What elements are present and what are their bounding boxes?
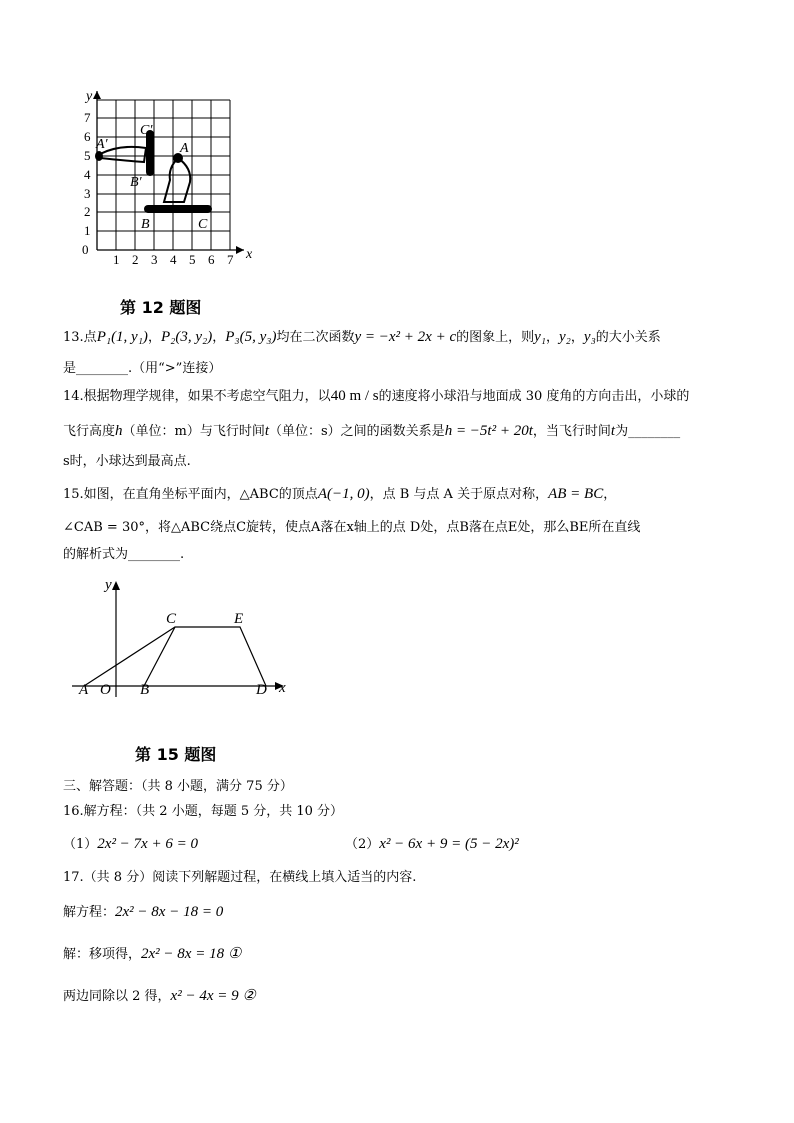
y-tick: 1	[84, 223, 91, 238]
figure-15	[72, 575, 302, 705]
y-tick: 3	[84, 186, 91, 201]
q13-y2: y₂	[559, 329, 571, 345]
point-label-c: C	[166, 611, 177, 627]
y-tick: 5	[84, 148, 91, 163]
x-axis-label: x	[279, 680, 286, 696]
q15-point-a: A(−1, 0)	[317, 486, 370, 502]
q13-text: ，	[546, 330, 560, 345]
x-tick: 3	[151, 252, 158, 267]
q17-step-2-equation: x² − 4x = 9 ②	[170, 988, 256, 1004]
point-label-b: B	[141, 217, 150, 232]
x-tick: 6	[208, 252, 215, 267]
figure-12	[78, 88, 268, 268]
question-17-equation	[63, 903, 223, 922]
x-tick: 7	[227, 252, 234, 267]
q15-equation: AB = BC	[548, 486, 604, 502]
figure-12-caption: 第 12 题图	[120, 298, 202, 317]
q15-text: ，点 B 与点 A 关于原点对称，	[369, 487, 549, 502]
point-label-a-prime: A′	[96, 137, 108, 152]
q13-function: y = −x² + 2x + c	[354, 329, 457, 345]
point-label-e: E	[234, 611, 244, 627]
question-15-line-1	[63, 485, 616, 504]
point-label-d: D	[256, 682, 267, 698]
q16-part-label: （2）	[345, 837, 380, 852]
question-13-line-2: 是________.（用“>”连接）	[63, 361, 222, 376]
question-14-line-3: s时，小球达到最高点.	[63, 454, 191, 469]
question-14-line-1	[63, 387, 689, 406]
x-tick: 5	[189, 252, 196, 267]
point-label-b-prime: B′	[130, 175, 142, 190]
q15-text: 15.如图，在直角坐标平面内，△ABC的顶点	[63, 487, 318, 502]
q17-step-1-equation: 2x² − 8x = 18 ①	[141, 946, 242, 962]
q14-text: 飞行高度	[63, 424, 116, 439]
q13-text: 的图象上，则	[456, 330, 535, 345]
question-15-line-3: 的解析式为________.	[63, 547, 185, 562]
q17-text: 两边同除以 2 得，	[63, 989, 171, 1004]
figure-15-caption: 第 15 题图	[135, 745, 217, 764]
x-tick: 1	[113, 252, 120, 267]
q13-text: 的大小关系	[595, 330, 661, 345]
question-14-line-2	[63, 422, 680, 441]
q13-text: 13.点	[63, 330, 97, 345]
point-label-a: A	[180, 141, 189, 156]
q13-point-p2: P₂(3, y₂)	[160, 329, 213, 345]
q14-text: （单位：m）与飞行时间	[122, 424, 265, 439]
point-label-c: C	[198, 217, 208, 232]
q14-text: 为________	[615, 424, 681, 439]
q17-text: 解：移项得，	[63, 947, 142, 962]
q14-text: （单位：s）之间的函数关系是	[269, 424, 445, 439]
q14-var-t: t	[264, 423, 270, 439]
question-16-title: 16.解方程：（共 2 小题，每题 5 分，共 10 分）	[63, 804, 344, 819]
q14-var-h: h	[115, 423, 123, 439]
point-label-a: A	[79, 682, 89, 698]
question-16-part-1	[63, 835, 198, 854]
question-13-line-1	[63, 328, 661, 347]
question-17-title: 17.（共 8 分）阅读下列解题过程，在横线上填入适当的内容.	[63, 870, 417, 885]
question-17-step-2	[63, 987, 256, 1006]
x-tick: 4	[170, 252, 177, 267]
x-axis-label: x	[246, 247, 253, 262]
question-16-part-2	[345, 835, 519, 854]
q13-text: ，	[147, 330, 161, 345]
y-tick: 6	[84, 129, 91, 144]
q13-point-p3: P₃(5, y₃)	[225, 329, 277, 345]
q15-text: ，	[603, 487, 617, 502]
q14-var-t: t	[610, 423, 616, 439]
y-axis-label: y	[86, 89, 93, 104]
x-tick: 2	[132, 252, 139, 267]
q13-y3: y₃	[583, 329, 596, 345]
q14-text: 的速度将小球沿与地面成 30 度角的方向击出，小球的	[378, 389, 690, 404]
q13-text: ，	[212, 330, 226, 345]
point-label-c-prime: C′	[140, 123, 153, 138]
q13-text: 均在二次函数	[276, 330, 355, 345]
point-label-b: B	[140, 682, 150, 698]
question-17-step-1	[63, 945, 241, 964]
origin-label: 0	[82, 242, 89, 257]
q16-part-label: （1）	[63, 837, 98, 852]
q14-speed: 40 m / s	[330, 388, 379, 404]
question-15-line-2: ∠CAB = 30°，将△ABC绕点C旋转，使点A落在x轴上的点 D处，点B落在点E处，那么BE所在直线	[63, 520, 641, 535]
q13-text: ，	[570, 330, 584, 345]
y-tick: 2	[84, 204, 91, 219]
q17-equation: 2x² − 8x − 18 = 0	[115, 904, 224, 920]
q13-y1: y₁	[534, 329, 546, 345]
section-3-heading: 三、解答题：（共 8 小题，满分 75 分）	[63, 779, 293, 794]
q16-equation-2: x² − 6x + 9 = (5 − 2x)²	[379, 836, 519, 852]
q17-text: 解方程：	[63, 905, 116, 920]
q16-equation-1: 2x² − 7x + 6 = 0	[97, 836, 198, 852]
point-label-o: O	[100, 682, 111, 698]
q14-formula: h = −5t² + 20t	[444, 423, 533, 439]
y-tick: 4	[84, 167, 91, 182]
y-tick: 7	[84, 110, 91, 125]
q14-text: 14.根据物理学规律，如果不考虑空气阻力，以	[63, 389, 331, 404]
q14-text: ，当飞行时间	[532, 424, 611, 439]
q13-point-p1: P₁(1, y₁)	[96, 329, 148, 345]
y-axis-label: y	[105, 577, 112, 593]
